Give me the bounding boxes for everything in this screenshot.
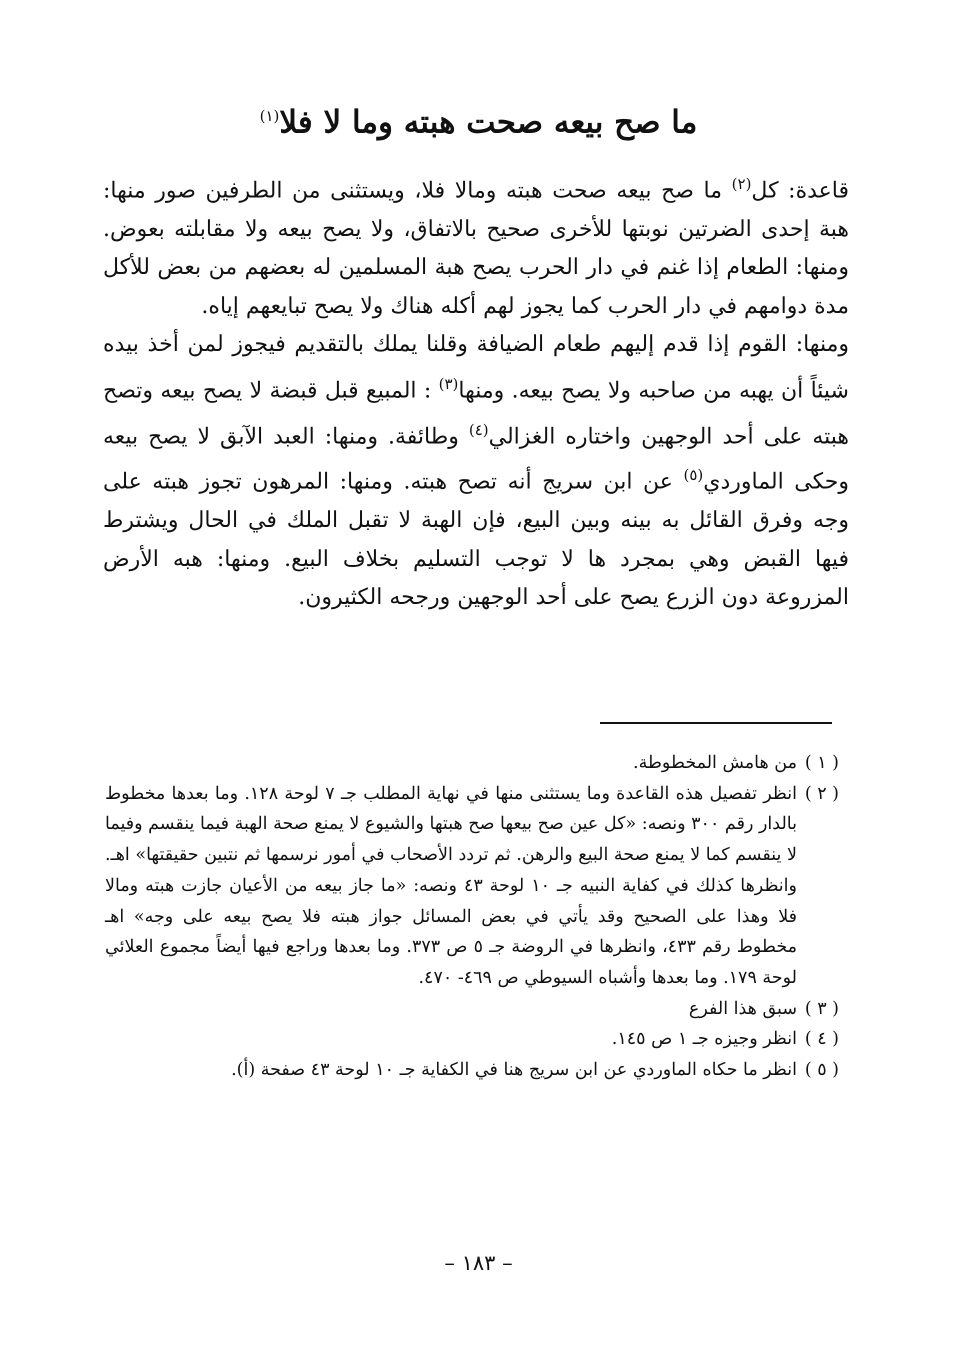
paragraph-text: : المبيع قبل قبضة لا يصح بيعه وتصح هبته على أحد الوجهين واختاره الغزالي [103,378,849,449]
main-text [103,165,849,618]
title-text: ما صح بيعه صحت هبته وما لا فلا [279,104,698,141]
footnote-text: سبق هذا الفرع [688,998,797,1019]
footnote-ref-3: (٣) [438,374,459,393]
footnote-1 [105,748,839,779]
footnote-text: من هامش المخطوطة. [633,753,797,773]
footnote-ref-4: (٤) [468,420,489,439]
footnotes [105,748,839,1086]
footnote-ref-2: (٢) [731,175,752,193]
paragraph-text: وطائفة. ومنها: العبد الآبق لا يصح بيعه وحكى الماوردي [103,423,849,495]
page-number: – ١٨٣ – [444,1251,513,1275]
footnote-number: ( ٢ ) [804,783,839,804]
paragraph-text: ومنها: القوم إذا قدم إليهم طعام الضيافة وقلنا يملك بالتقديم فيجوز لمن أخذ بيده شيئاً أن يهبه من صاحبه ولا يصح بيعه. ومنها [103,332,849,404]
paragraph-2 [103,326,849,617]
paragraph-text: قاعدة: كل [751,178,849,204]
footnote-3 [105,994,839,1025]
footnote-number: ( ٣ ) [804,998,839,1019]
footnote-ref-5: (٥) [683,466,704,485]
footnote-4 [105,1024,839,1055]
paragraph-1 [103,165,849,326]
footnote-text: انظر تفصيل هذه القاعدة وما يستثنى منها في نهاية المطلب جـ ٧ لوحة ١٢٨. وما بعدها مخطوط بالدار رقم ٣٠٠ ونصه: «كل عين صح بيعها صح هبتها والشيوع لا يمنع صحة الهبة فيما ينقسم وفيما لا ينقسم كما لا يمنع صحة البيع والرهن. ثم تردد الأصحاب في أمور نرسمها ثم نتبين حقيقتها» اهـ. وانظرها كذلك في كفاية النبيه جـ ١٠ لوحة ٤٣ ونصه: «ما جاز بيعه من الأعيان جازت هبته ومالا فلا وهذا على الصحيح وقد يأتي في بعض المسائل جواز هبته فلا يصح بيعه على وجه» اهـ مخطوط رقم ٤٣٣، وانظرها في الروضة جـ ٥ ص ٣٧٣. وما بعدها وراجع فيها أيضاً مجموع العلائي لوحة ١٧٩. وما بعدها وأشباه السيوطي ص ٤٦٩- ٤٧٠. [105,783,798,988]
footnote-number: ( ١ ) [804,753,839,773]
footnote-number: ( ٥ ) [804,1060,839,1081]
footnote-5 [105,1055,839,1086]
paragraph-text: ما صح بيعه صحت هبته ومالا فلا، ويستثنى من الطرفين صور منها: هبة إحدى الضرتين نوبتها للأخرى صحيح بالاتفاق، ولا يصح بيعه ولا مقابلته بعوض. ومنها: الطعام إذا غنم في دار الحرب يصح هبة المسلمين له بعضهم من بعض للأكل مدة دوامهم في دار الحرب كما يجوز لهم أكله هناك ولا يصح تبايعهم إياه. [103,178,849,319]
footnote-2 [105,779,839,994]
page-title [0,92,957,146]
title-footnote-ref: (١) [259,107,280,125]
footnote-text: انظر ما حكاه الماوردي عن ابن سريج هنا في الكفاية جـ ١٠ لوحة ٤٣ صفحة (أ). [231,1060,797,1081]
footnote-text: انظر وجيزه جـ ١ ص ١٤٥. [611,1029,797,1050]
footnote-number: ( ٤ ) [804,1029,839,1050]
paragraph-text: عن ابن سريج أنه تصح هبته. ومنها: المرهون تجوز هبته على وجه وفرق القائل به بينه وبين البيع، فإن الهبة لا تقبل الملك في الحال ويشترط فيها القبض وهي بمجرد ها لا توجب التسليم بخلاف البيع. ومنها: هبه الأرض المزروعة دون الزرع يصح على أحد الوجهين ورجحه الكثيرون. [103,469,849,611]
footnote-divider [600,722,832,724]
